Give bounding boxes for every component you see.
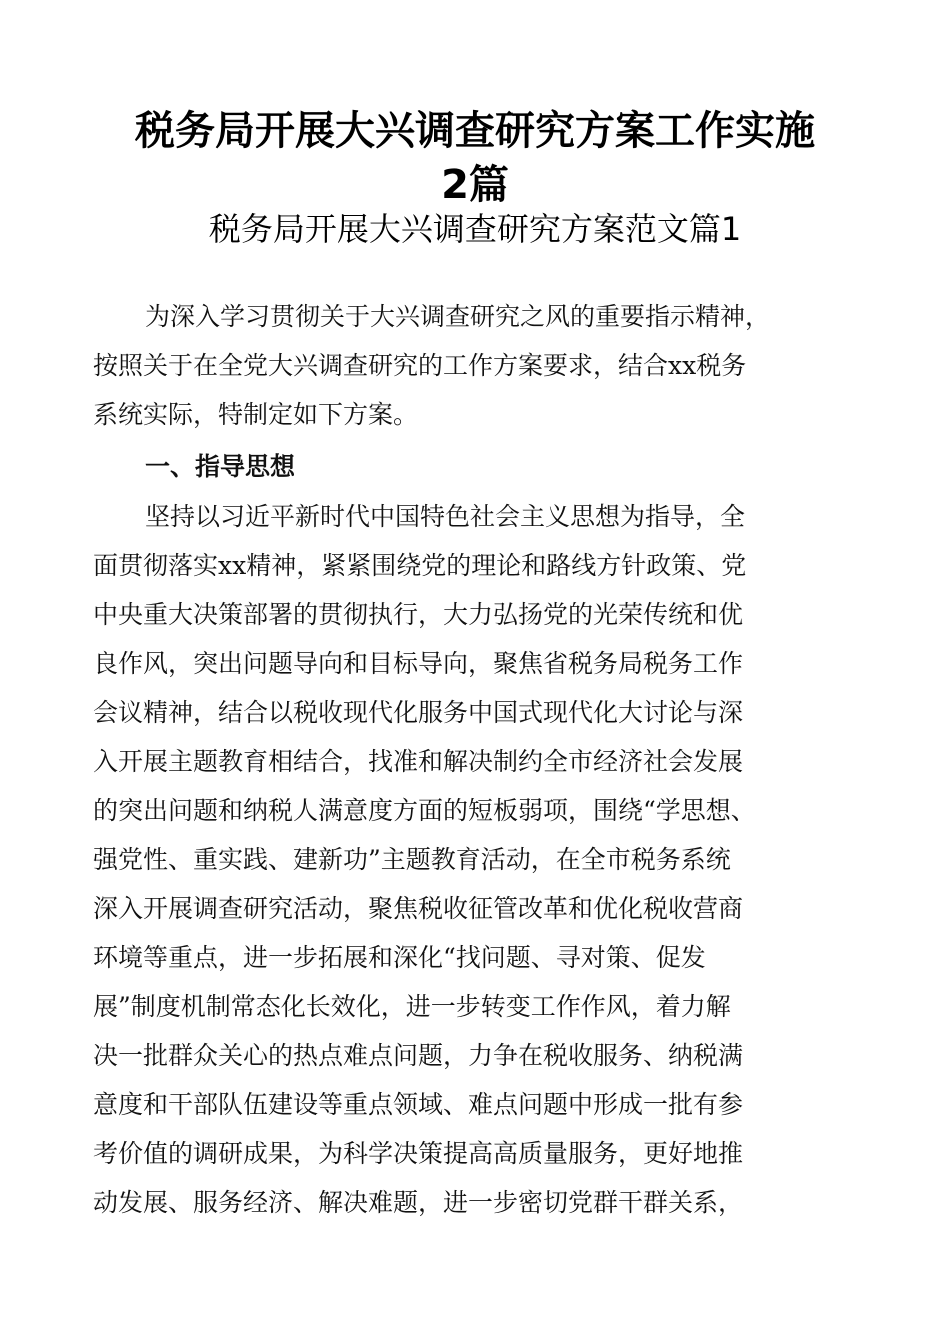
paragraph-line: 强党性、重实践、建新功”主题教育活动，在全市税务系统 [93, 845, 731, 874]
intro-line: 按照关于在全党大兴调查研究的工作方案要求，结合xx税务 [93, 351, 747, 380]
paragraph-line: 面贯彻落实xx精神，紧紧围绕党的理论和路线方针政策、党 [93, 551, 747, 580]
document-subtitle: 税务局开展大兴调查研究方案范文篇1 [208, 210, 742, 248]
paragraph-line: 良作风，突出问题导向和目标导向，聚焦省税务局税务工作 [93, 649, 744, 678]
intro-paragraph [93, 292, 863, 439]
paragraph-line: 展”制度机制常态化长效化，进一步转变工作作风，着力解 [93, 992, 731, 1021]
paragraph-line: 环境等重点，进一步拓展和深化“找问题、寻对策、促发 [93, 943, 706, 972]
paragraph-line: 意度和干部队伍建设等重点领域、难点问题中形成一批有参 [93, 1090, 744, 1119]
title-line-2: 2篇 [441, 162, 509, 208]
intro-line: 系统实际，特制定如下方案。 [93, 400, 419, 429]
document-title [70, 104, 880, 212]
paragraph-line: 的突出问题和纳税人满意度方面的短板弱项，围绕“学思想、 [93, 796, 756, 825]
paragraph-line: 入开展主题教育相结合，找准和解决制约全市经济社会发展 [93, 747, 744, 776]
guiding-thought-paragraph [93, 492, 863, 1227]
paragraph-line: 会议精神，结合以税收现代化服务中国式现代化大讨论与深 [93, 698, 744, 727]
intro-line: 为深入学习贯彻关于大兴调查研究之风的重要指示精神， [145, 302, 771, 331]
paragraph-line: 坚持以习近平新时代中国特色社会主义思想为指导，全 [145, 502, 746, 531]
paragraph-line: 深入开展调查研究活动，聚焦税收征管改革和优化税收营商 [93, 894, 744, 923]
section-heading: 一、指导思想 [145, 452, 296, 481]
paragraph-line: 决一批群众关心的热点难点问题，力争在税收服务、纳税满 [93, 1041, 744, 1070]
paragraph-line: 考价值的调研成果，为科学决策提高高质量服务，更好地推 [93, 1139, 744, 1168]
paragraph-line: 动发展、服务经济、解决难题，进一步密切党群干群关系， [93, 1188, 744, 1217]
paragraph-line: 中央重大决策部署的贯彻执行，大力弘扬党的光荣传统和优 [93, 600, 744, 629]
title-line-1: 税务局开展大兴调查研究方案工作实施 [135, 108, 815, 154]
